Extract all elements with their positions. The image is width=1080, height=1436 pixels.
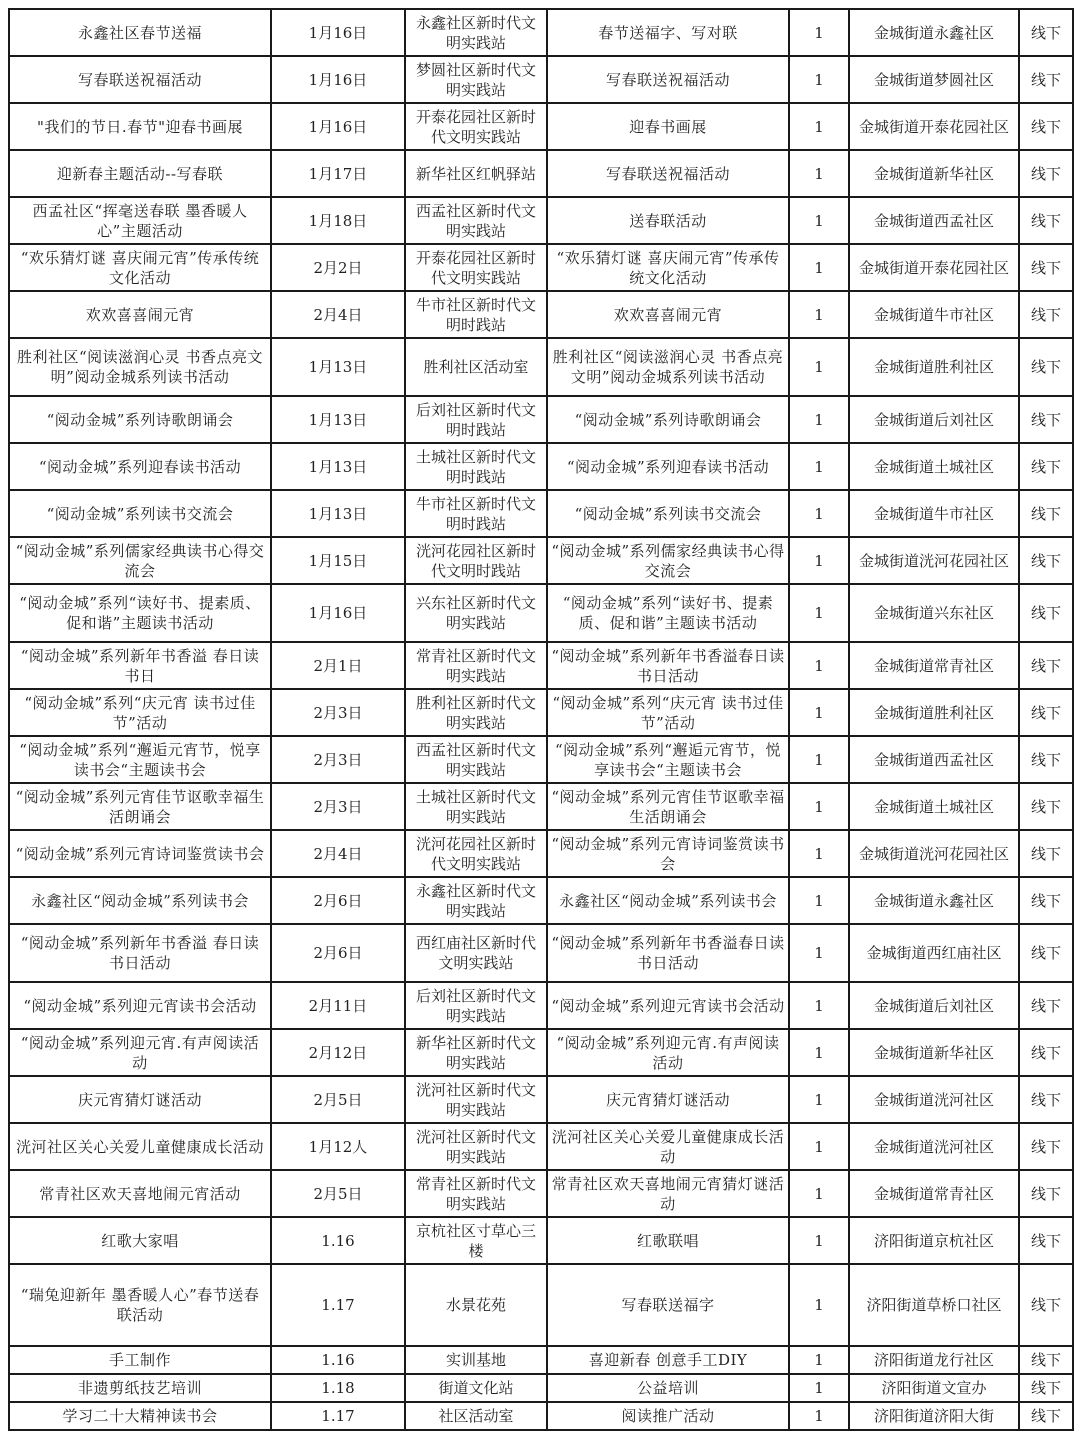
activity-content-cell: 红歌联唱: [547, 1217, 789, 1264]
activity-organizer-cell: 济阳街道文宣办: [849, 1374, 1019, 1402]
activity-count-cell: 1: [789, 783, 849, 830]
activity-content-cell: “阅动金城”系列读书交流会: [547, 490, 789, 537]
activity-name-cell: “阅动金城”系列新年书香溢 春日读书日: [9, 642, 271, 689]
activity-organizer-cell: 金城街道洸河花园社区: [849, 537, 1019, 584]
activity-count-cell: 1: [789, 584, 849, 642]
activity-name-cell: 永鑫社区春节送福: [9, 9, 271, 56]
activity-location-cell: 永鑫社区新时代文明实践站: [405, 877, 547, 924]
activity-count-cell: 1: [789, 1217, 849, 1264]
activity-location-cell: 梦圆社区新时代文明实践站: [405, 56, 547, 103]
activity-mode-cell: 线下: [1019, 396, 1073, 443]
activity-count-cell: 1: [789, 291, 849, 338]
activity-date-cell: 2月5日: [271, 1170, 405, 1217]
table-row: [9, 537, 1073, 584]
activity-date-cell: 2月12日: [271, 1029, 405, 1076]
table-row: [9, 197, 1073, 244]
activity-location-cell: 新华社区新时代文明实践站: [405, 1029, 547, 1076]
activity-location-cell: 洸河花园社区新时代文明实践站: [405, 830, 547, 877]
table-row: [9, 1029, 1073, 1076]
activity-location-cell: 西孟社区新时代文明实践站: [405, 736, 547, 783]
activity-content-cell: “阅动金城”系列迎春读书活动: [547, 443, 789, 490]
activity-count-cell: 1: [789, 877, 849, 924]
table-row: [9, 396, 1073, 443]
activity-date-cell: 2月1日: [271, 642, 405, 689]
activity-name-cell: “阅动金城”系列新年书香溢 春日读书日活动: [9, 924, 271, 982]
table-row: [9, 291, 1073, 338]
activity-date-cell: 1.16: [271, 1346, 405, 1374]
activity-count-cell: 1: [789, 1264, 849, 1346]
activity-date-cell: 1.18: [271, 1374, 405, 1402]
activity-date-cell: 1月13日: [271, 338, 405, 396]
activity-name-cell: 学习二十大精神读书会: [9, 1402, 271, 1430]
activity-date-cell: 1.17: [271, 1402, 405, 1430]
table-row: [9, 9, 1073, 56]
activity-mode-cell: 线下: [1019, 783, 1073, 830]
activity-organizer-cell: 金城街道永鑫社区: [849, 877, 1019, 924]
activity-mode-cell: 线下: [1019, 338, 1073, 396]
activity-count-cell: 1: [789, 244, 849, 291]
activity-mode-cell: 线下: [1019, 150, 1073, 197]
activity-organizer-cell: 济阳街道草桥口社区: [849, 1264, 1019, 1346]
activity-name-cell: “瑞兔迎新年 墨香暖人心”春节送春联活动: [9, 1264, 271, 1346]
activity-location-cell: 街道文化站: [405, 1374, 547, 1402]
activity-date-cell: 1.17: [271, 1264, 405, 1346]
activity-content-cell: 迎春书画展: [547, 103, 789, 150]
activity-content-cell: 公益培训: [547, 1374, 789, 1402]
activity-name-cell: “阅动金城”系列元宵佳节讴歌幸福生活朗诵会: [9, 783, 271, 830]
activity-organizer-cell: 济阳街道济阳大街: [849, 1402, 1019, 1430]
activity-location-cell: 京杭社区寸草心三楼: [405, 1217, 547, 1264]
activity-count-cell: 1: [789, 689, 849, 736]
activity-content-cell: “欢乐猜灯谜 喜庆闹元宵”传承传统文化活动: [547, 244, 789, 291]
activity-name-cell: 庆元宵猜灯谜活动: [9, 1076, 271, 1123]
table-row: [9, 338, 1073, 396]
activity-organizer-cell: 济阳街道京杭社区: [849, 1217, 1019, 1264]
activity-location-cell: 洸河花园社区新时代文明时践站: [405, 537, 547, 584]
activity-mode-cell: 线下: [1019, 924, 1073, 982]
activity-content-cell: “阅动金城”系列元宵诗词鉴赏读书会: [547, 830, 789, 877]
activity-content-cell: “阅动金城”系列“庆元宵 读书过佳节”活动: [547, 689, 789, 736]
activity-name-cell: 迎新春主题活动--写春联: [9, 150, 271, 197]
table-row: [9, 736, 1073, 783]
activity-mode-cell: 线下: [1019, 1217, 1073, 1264]
activity-content-cell: 送春联活动: [547, 197, 789, 244]
activity-mode-cell: 线下: [1019, 490, 1073, 537]
table-row: [9, 1123, 1073, 1170]
table-body: [9, 9, 1073, 1430]
activity-content-cell: “阅动金城”系列迎元宵.有声阅读活动: [547, 1029, 789, 1076]
table-row: [9, 584, 1073, 642]
activity-date-cell: 1月16日: [271, 56, 405, 103]
activity-content-cell: “阅动金城”系列诗歌朗诵会: [547, 396, 789, 443]
activity-content-cell: 胜利社区“阅读滋润心灵 书香点亮文明”阅动金城系列读书活动: [547, 338, 789, 396]
activity-location-cell: 实训基地: [405, 1346, 547, 1374]
activity-date-cell: 2月6日: [271, 924, 405, 982]
activity-mode-cell: 线下: [1019, 736, 1073, 783]
activity-count-cell: 1: [789, 150, 849, 197]
activity-location-cell: 永鑫社区新时代文明实践站: [405, 9, 547, 56]
activity-mode-cell: 线下: [1019, 244, 1073, 291]
activity-count-cell: 1: [789, 443, 849, 490]
table-row: [9, 490, 1073, 537]
activity-name-cell: 西孟社区“挥毫送春联 墨香暖人心”主题活动: [9, 197, 271, 244]
activity-date-cell: 2月3日: [271, 783, 405, 830]
activity-count-cell: 1: [789, 56, 849, 103]
activity-count-cell: 1: [789, 338, 849, 396]
activity-date-cell: 1月17日: [271, 150, 405, 197]
activity-date-cell: 1月15日: [271, 537, 405, 584]
activity-date-cell: 2月5日: [271, 1076, 405, 1123]
activity-mode-cell: 线下: [1019, 103, 1073, 150]
activity-count-cell: 1: [789, 642, 849, 689]
activity-mode-cell: 线下: [1019, 1264, 1073, 1346]
activity-count-cell: 1: [789, 197, 849, 244]
activity-organizer-cell: 济阳街道龙行社区: [849, 1346, 1019, 1374]
activity-organizer-cell: 金城街道常青社区: [849, 1170, 1019, 1217]
activity-date-cell: 1月16日: [271, 584, 405, 642]
activity-date-cell: 1月16日: [271, 9, 405, 56]
activity-date-cell: 1月12人: [271, 1123, 405, 1170]
activity-content-cell: 洸河社区关心关爱儿童健康成长活动: [547, 1123, 789, 1170]
activity-mode-cell: 线下: [1019, 537, 1073, 584]
activity-mode-cell: 线下: [1019, 1346, 1073, 1374]
activity-count-cell: 1: [789, 537, 849, 584]
activity-location-cell: 洸河社区新时代文明实践站: [405, 1123, 547, 1170]
activity-mode-cell: 线下: [1019, 1123, 1073, 1170]
activity-location-cell: 社区活动室: [405, 1402, 547, 1430]
activity-organizer-cell: 金城街道后刘社区: [849, 396, 1019, 443]
activity-location-cell: 胜利社区新时代文明实践站: [405, 689, 547, 736]
activity-count-cell: 1: [789, 9, 849, 56]
activity-organizer-cell: 金城街道兴东社区: [849, 584, 1019, 642]
activity-date-cell: 1月16日: [271, 103, 405, 150]
activity-organizer-cell: 金城街道西红庙社区: [849, 924, 1019, 982]
activity-location-cell: 牛市社区新时代文明时践站: [405, 490, 547, 537]
activity-content-cell: “阅动金城”系列“邂逅元宵节，悦享读书会“主题读书会: [547, 736, 789, 783]
activity-name-cell: “阅动金城”系列迎春读书活动: [9, 443, 271, 490]
table-row: [9, 1264, 1073, 1346]
activity-mode-cell: 线下: [1019, 56, 1073, 103]
activity-date-cell: 1.16: [271, 1217, 405, 1264]
activity-content-cell: 常青社区欢天喜地闹元宵猜灯谜活动: [547, 1170, 789, 1217]
activity-organizer-cell: 金城街道土城社区: [849, 443, 1019, 490]
activity-count-cell: 1: [789, 1346, 849, 1374]
activity-mode-cell: 线下: [1019, 584, 1073, 642]
activity-mode-cell: 线下: [1019, 982, 1073, 1029]
activity-organizer-cell: 金城街道后刘社区: [849, 982, 1019, 1029]
activity-date-cell: 2月2日: [271, 244, 405, 291]
activity-content-cell: 庆元宵猜灯谜活动: [547, 1076, 789, 1123]
activity-mode-cell: 线下: [1019, 9, 1073, 56]
activity-organizer-cell: 金城街道洸河花园社区: [849, 830, 1019, 877]
activity-mode-cell: 线下: [1019, 443, 1073, 490]
activity-name-cell: “阅动金城”系列“读好书、提素质、促和谐”主题读书活动: [9, 584, 271, 642]
activity-location-cell: 胜利社区活动室: [405, 338, 547, 396]
table-row: [9, 924, 1073, 982]
activity-count-cell: 1: [789, 1170, 849, 1217]
activity-count-cell: 1: [789, 830, 849, 877]
table-row: [9, 982, 1073, 1029]
activity-count-cell: 1: [789, 1374, 849, 1402]
table-row: [9, 1374, 1073, 1402]
activity-organizer-cell: 金城街道新华社区: [849, 150, 1019, 197]
activity-content-cell: “阅动金城”系列元宵佳节讴歌幸福生活朗诵会: [547, 783, 789, 830]
activity-name-cell: 欢欢喜喜闹元宵: [9, 291, 271, 338]
activity-content-cell: “阅动金城”系列新年书香溢春日读书日活动: [547, 924, 789, 982]
activity-name-cell: “阅动金城”系列诗歌朗诵会: [9, 396, 271, 443]
activity-organizer-cell: 金城街道洸河社区: [849, 1076, 1019, 1123]
activity-mode-cell: 线下: [1019, 1076, 1073, 1123]
activity-date-cell: 2月3日: [271, 736, 405, 783]
activity-location-cell: 西孟社区新时代文明实践站: [405, 197, 547, 244]
activity-date-cell: 2月4日: [271, 291, 405, 338]
activity-organizer-cell: 金城街道永鑫社区: [849, 9, 1019, 56]
activity-name-cell: “阅动金城”系列迎元宵.有声阅读活动: [9, 1029, 271, 1076]
activity-content-cell: “阅动金城”系列新年书香溢春日读书日活动: [547, 642, 789, 689]
activity-organizer-cell: 金城街道胜利社区: [849, 338, 1019, 396]
activity-name-cell: 手工制作: [9, 1346, 271, 1374]
activity-content-cell: 春节送福字、写对联: [547, 9, 789, 56]
activity-location-cell: 常青社区新时代文明实践站: [405, 642, 547, 689]
activity-organizer-cell: 金城街道开泰花园社区: [849, 244, 1019, 291]
activity-location-cell: 开泰花园社区新时代文明实践站: [405, 103, 547, 150]
activity-organizer-cell: 金城街道新华社区: [849, 1029, 1019, 1076]
activity-mode-cell: 线下: [1019, 1402, 1073, 1430]
activity-organizer-cell: 金城街道土城社区: [849, 783, 1019, 830]
activity-content-cell: “阅动金城”系列迎元宵读书会活动: [547, 982, 789, 1029]
activity-location-cell: 开泰花园社区新时代文明实践站: [405, 244, 547, 291]
activity-date-cell: 2月11日: [271, 982, 405, 1029]
table-row: [9, 1346, 1073, 1374]
activity-location-cell: 新华社区红帆驿站: [405, 150, 547, 197]
activity-name-cell: 常青社区欢天喜地闹元宵活动: [9, 1170, 271, 1217]
activity-content-cell: 写春联送祝福活动: [547, 150, 789, 197]
activity-location-cell: 常青社区新时代文明实践站: [405, 1170, 547, 1217]
activity-content-cell: 欢欢喜喜闹元宵: [547, 291, 789, 338]
activity-name-cell: “阅动金城”系列儒家经典读书心得交流会: [9, 537, 271, 584]
activity-mode-cell: 线下: [1019, 830, 1073, 877]
activity-name-cell: 写春联送祝福活动: [9, 56, 271, 103]
activity-location-cell: 洸河社区新时代文明实践站: [405, 1076, 547, 1123]
table-row: [9, 1170, 1073, 1217]
activity-mode-cell: 线下: [1019, 877, 1073, 924]
activity-content-cell: 阅读推广活动: [547, 1402, 789, 1430]
activity-location-cell: 后刘社区新时代文明时践站: [405, 396, 547, 443]
activity-name-cell: 非遗剪纸技艺培训: [9, 1374, 271, 1402]
activity-name-cell: 胜利社区“阅读滋润心灵 书香点亮文明”阅动金城系列读书活动: [9, 338, 271, 396]
table-row: [9, 689, 1073, 736]
activity-organizer-cell: 金城街道梦圆社区: [849, 56, 1019, 103]
activity-organizer-cell: 金城街道牛市社区: [849, 490, 1019, 537]
activity-organizer-cell: 金城街道西孟社区: [849, 197, 1019, 244]
activity-name-cell: “阅动金城”系列迎元宵读书会活动: [9, 982, 271, 1029]
table-row: [9, 150, 1073, 197]
table-row: [9, 830, 1073, 877]
activity-count-cell: 1: [789, 1402, 849, 1430]
activity-date-cell: 2月3日: [271, 689, 405, 736]
activity-organizer-cell: 金城街道洸河社区: [849, 1123, 1019, 1170]
activity-count-cell: 1: [789, 1123, 849, 1170]
activity-location-cell: 兴东社区新时代文明实践站: [405, 584, 547, 642]
activity-name-cell: “阅动金城”系列读书交流会: [9, 490, 271, 537]
activity-location-cell: 水景花苑: [405, 1264, 547, 1346]
activity-table: [8, 8, 1074, 1431]
activity-organizer-cell: 金城街道牛市社区: [849, 291, 1019, 338]
activity-location-cell: 后刘社区新时代文明实践站: [405, 982, 547, 1029]
activity-date-cell: 2月4日: [271, 830, 405, 877]
activity-organizer-cell: 金城街道开泰花园社区: [849, 103, 1019, 150]
activity-date-cell: 1月13日: [271, 490, 405, 537]
table-row: [9, 877, 1073, 924]
activity-organizer-cell: 金城街道西孟社区: [849, 736, 1019, 783]
activity-mode-cell: 线下: [1019, 291, 1073, 338]
activity-date-cell: 1月13日: [271, 396, 405, 443]
activity-name-cell: “阅动金城”系列“庆元宵 读书过佳节”活动: [9, 689, 271, 736]
activity-name-cell: “阅动金城”系列“邂逅元宵节，悦享读书会“主题读书会: [9, 736, 271, 783]
activity-mode-cell: 线下: [1019, 689, 1073, 736]
activity-count-cell: 1: [789, 1076, 849, 1123]
activity-location-cell: 西红庙社区新时代文明实践站: [405, 924, 547, 982]
table-row: [9, 642, 1073, 689]
table-row: [9, 1402, 1073, 1430]
table-row: [9, 244, 1073, 291]
activity-mode-cell: 线下: [1019, 642, 1073, 689]
table-row: [9, 443, 1073, 490]
activity-name-cell: 红歌大家唱: [9, 1217, 271, 1264]
activity-name-cell: 洸河社区关心关爱儿童健康成长活动: [9, 1123, 271, 1170]
activity-count-cell: 1: [789, 924, 849, 982]
activity-mode-cell: 线下: [1019, 1170, 1073, 1217]
activity-organizer-cell: 金城街道常青社区: [849, 642, 1019, 689]
activity-content-cell: “阅动金城”系列儒家经典读书心得交流会: [547, 537, 789, 584]
activity-count-cell: 1: [789, 1029, 849, 1076]
activity-mode-cell: 线下: [1019, 1374, 1073, 1402]
activity-date-cell: 1月18日: [271, 197, 405, 244]
activity-date-cell: 2月6日: [271, 877, 405, 924]
activity-name-cell: “阅动金城”系列元宵诗词鉴赏读书会: [9, 830, 271, 877]
activity-content-cell: 喜迎新春 创意手工DIY: [547, 1346, 789, 1374]
table-row: [9, 103, 1073, 150]
activity-location-cell: 土城社区新时代文明实践站: [405, 783, 547, 830]
activity-organizer-cell: 金城街道胜利社区: [849, 689, 1019, 736]
activity-count-cell: 1: [789, 982, 849, 1029]
table-row: [9, 56, 1073, 103]
activity-location-cell: 土城社区新时代文明时践站: [405, 443, 547, 490]
activity-count-cell: 1: [789, 396, 849, 443]
activity-date-cell: 1月13日: [271, 443, 405, 490]
activity-name-cell: "我们的节日.春节"迎春书画展: [9, 103, 271, 150]
table-row: [9, 783, 1073, 830]
activity-content-cell: 写春联送福字: [547, 1264, 789, 1346]
table-row: [9, 1076, 1073, 1123]
activity-mode-cell: 线下: [1019, 197, 1073, 244]
activity-count-cell: 1: [789, 490, 849, 537]
activity-content-cell: 永鑫社区“阅动金城”系列读书会: [547, 877, 789, 924]
activity-name-cell: “欢乐猜灯谜 喜庆闹元宵”传承传统文化活动: [9, 244, 271, 291]
activity-count-cell: 1: [789, 103, 849, 150]
activity-mode-cell: 线下: [1019, 1029, 1073, 1076]
activity-content-cell: 写春联送祝福活动: [547, 56, 789, 103]
activity-count-cell: 1: [789, 736, 849, 783]
activity-content-cell: “阅动金城”系列“读好书、提素质、促和谐”主题读书活动: [547, 584, 789, 642]
table-row: [9, 1217, 1073, 1264]
activity-name-cell: 永鑫社区“阅动金城”系列读书会: [9, 877, 271, 924]
activity-location-cell: 牛市社区新时代文明时践站: [405, 291, 547, 338]
